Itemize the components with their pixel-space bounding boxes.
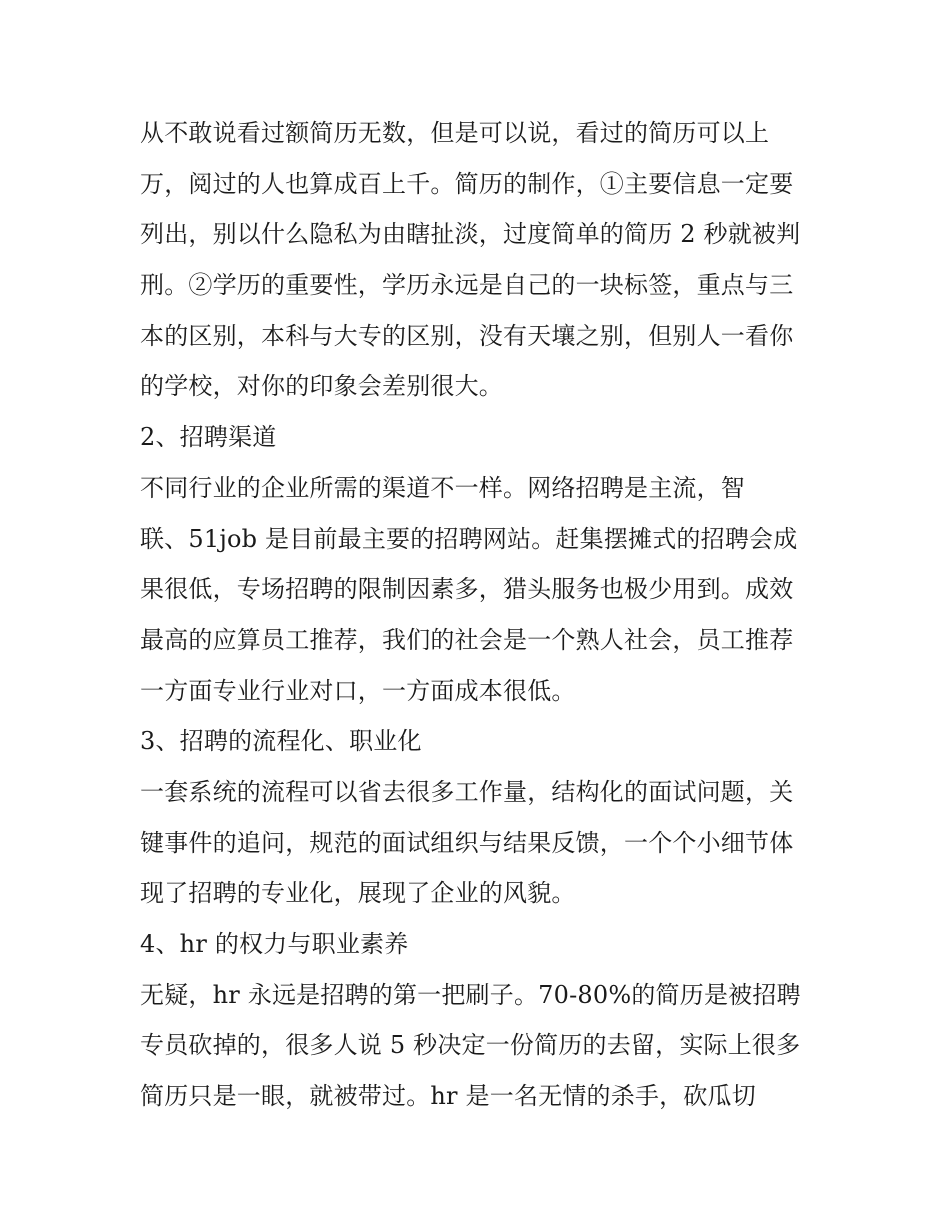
- paragraph-line: 无疑，hr 永远是招聘的第一把刷子。70-80%的简历是被招聘: [140, 980, 801, 1009]
- paragraph-line: 列出，别以什么隐私为由瞎扯淡，过度简单的简历 2 秒就被判: [140, 220, 801, 249]
- paragraph-line: 一套系统的流程可以省去很多工作量，结构化的面试问题，关: [140, 777, 794, 806]
- section-heading: 3、招聘的流程化、职业化: [140, 727, 422, 756]
- paragraph-line: 最高的应算员工推荐，我们的社会是一个熟人社会，员工推荐: [140, 625, 794, 654]
- paragraph-line: 键事件的追问，规范的面试组织与结果反馈，一个个小细节体: [140, 828, 794, 857]
- paragraph-line: 果很低，专场招聘的限制因素多，猎头服务也极少用到。成效: [140, 575, 794, 604]
- paragraph-line: 不同行业的企业所需的渠道不一样。网络招聘是主流，智: [140, 473, 745, 502]
- paragraph-line: 本的区别，本科与大专的区别，没有天壤之别，但别人一看你: [140, 321, 794, 350]
- paragraph-line: 简历只是一眼，就被带过。hr 是一名无情的杀手，砍瓜切: [140, 1082, 756, 1111]
- paragraph-line: 万，阅过的人也算成百上千。简历的制作，①主要信息一定要: [140, 169, 794, 198]
- section-heading: 4、hr 的权力与职业素养: [140, 930, 409, 958]
- paragraph-line: 现了招聘的专业化，展现了企业的风貌。: [140, 879, 576, 908]
- paragraph-line: 专员砍掉的，很多人说 5 秒决定一份简历的去留，实际上很多: [140, 1031, 801, 1060]
- paragraph-line: 一方面专业行业对口，一方面成本很低。: [140, 676, 576, 705]
- section-heading: 2、招聘渠道: [140, 423, 277, 452]
- paragraph-line: 联、51job 是目前最主要的招聘网站。赶集摆摊式的招聘会成: [140, 524, 798, 553]
- paragraph-line: 的学校，对你的印象会差别很大。: [140, 372, 503, 401]
- paragraph-line: 从不敢说看过额简历无数，但是可以说，看过的简历可以上: [140, 119, 770, 147]
- paragraph-line: 刑。②学历的重要性，学历永远是自己的一块标签，重点与三: [140, 271, 794, 300]
- document-body: [140, 108, 830, 1122]
